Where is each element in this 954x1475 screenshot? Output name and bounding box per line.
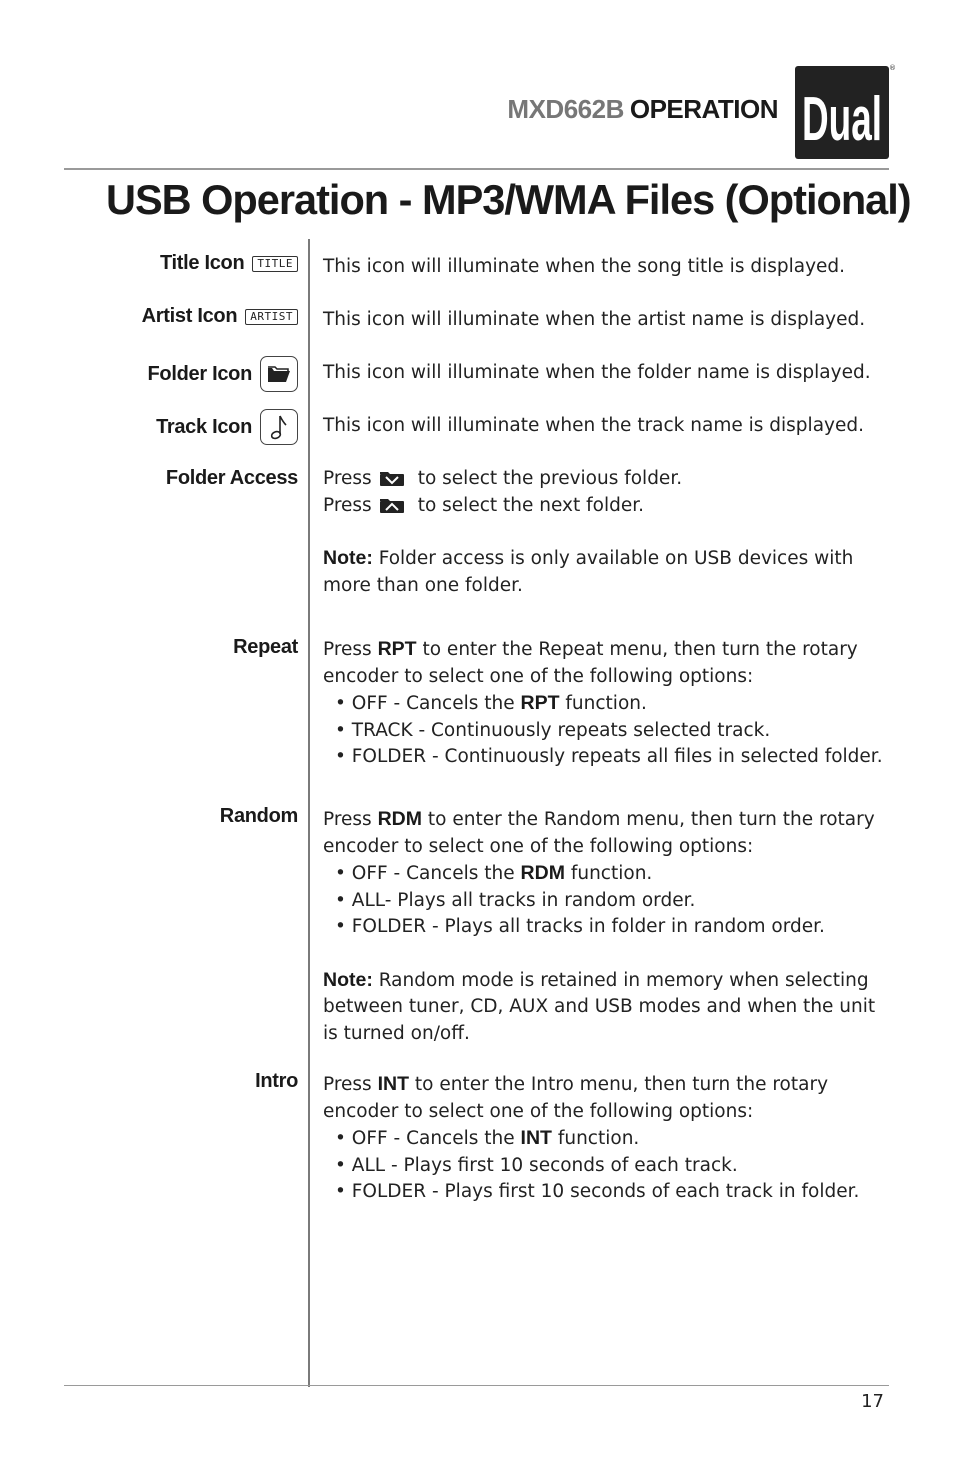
intro-option-off bbox=[335, 1125, 859, 1153]
text: to enter the Repeat menu, then turn the rotary bbox=[422, 639, 858, 660]
text: to enter the Intro menu, then turn the rotary bbox=[414, 1074, 829, 1095]
label-text: Track Icon bbox=[156, 415, 252, 438]
music-note-icon bbox=[260, 409, 298, 445]
random-note bbox=[323, 967, 875, 995]
note-line: more than one folder. bbox=[323, 574, 523, 596]
text: to enter the Random menu, then turn the rotary bbox=[427, 809, 875, 830]
page-title: USB Operation - MP3/WMA Files (Optional) bbox=[106, 176, 911, 223]
label-folder-icon bbox=[148, 356, 298, 392]
note-line: between tuner, CD, AUX and USB modes and when the unit bbox=[323, 996, 876, 1017]
desc-intro bbox=[323, 1071, 859, 1206]
desc-folder-access bbox=[323, 466, 853, 599]
artist-tag-icon: ARTIST bbox=[245, 309, 298, 325]
footer-rule bbox=[64, 1385, 889, 1386]
column-divider bbox=[308, 239, 310, 1387]
folder-access-note bbox=[323, 545, 853, 573]
label-folder-access bbox=[166, 467, 298, 490]
label-text: Intro bbox=[255, 1070, 298, 1092]
desc-folder-icon: This icon will illuminate when the folder name is displayed. bbox=[323, 362, 871, 383]
label-repeat bbox=[233, 636, 298, 659]
label-random bbox=[220, 805, 298, 828]
label-text: Folder Access bbox=[165, 467, 298, 489]
label-text: Title Icon bbox=[159, 252, 245, 274]
repeat-line-1 bbox=[323, 636, 883, 664]
svg-text:Dual: Dual bbox=[802, 85, 882, 154]
repeat-line-2: encoder to select one of the following options: bbox=[323, 665, 754, 687]
folder-down-icon bbox=[379, 471, 405, 487]
folder-up-icon bbox=[379, 498, 405, 514]
press-text: Press bbox=[323, 494, 372, 516]
text: function. bbox=[565, 693, 647, 714]
intro-option-all: • ALL - Plays first 10 seconds of each track. bbox=[335, 1154, 738, 1176]
repeat-option-off bbox=[335, 690, 883, 718]
label-text: Repeat bbox=[233, 636, 298, 658]
prev-folder-line bbox=[323, 466, 853, 493]
next-folder-line bbox=[323, 493, 853, 520]
next-folder-text: to select the next folder. bbox=[417, 494, 644, 516]
page-number: 17 bbox=[861, 1391, 884, 1412]
rpt-key: RPT bbox=[520, 692, 560, 714]
text: Press bbox=[323, 1074, 372, 1095]
text: Press bbox=[323, 809, 372, 830]
label-intro bbox=[255, 1070, 298, 1093]
text: function. bbox=[570, 863, 653, 884]
header-rule bbox=[64, 168, 889, 170]
desc-track-icon: This icon will illuminate when the track name is displayed. bbox=[323, 415, 864, 436]
press-text: Press bbox=[323, 468, 372, 489]
random-option-folder: • FOLDER - Plays all tracks in folder in random order. bbox=[335, 916, 825, 937]
label-text: Random bbox=[219, 805, 298, 827]
random-option-all: • ALL- Plays all tracks in random order. bbox=[335, 889, 696, 911]
header-title bbox=[507, 94, 778, 125]
label-track-icon bbox=[156, 409, 298, 445]
registered-mark: ® bbox=[889, 64, 896, 72]
text: • OFF - Cancels the bbox=[335, 863, 515, 884]
model-name: MXD662B bbox=[507, 94, 624, 124]
desc-artist-icon: This icon will illuminate when the artist name is displayed. bbox=[323, 309, 866, 330]
note-label: Note: bbox=[323, 968, 373, 991]
label-text: Folder Icon bbox=[147, 362, 252, 385]
text: function. bbox=[557, 1128, 640, 1149]
label-artist-icon bbox=[142, 305, 298, 328]
label-title-icon bbox=[160, 252, 298, 275]
rdm-key: RDM bbox=[520, 862, 565, 884]
int-key: INT bbox=[520, 1127, 552, 1149]
dual-logo bbox=[795, 66, 889, 159]
prev-folder-text: to select the previous folder. bbox=[417, 468, 683, 489]
folder-icon bbox=[260, 356, 298, 392]
int-key: INT bbox=[377, 1073, 410, 1095]
note-line: Random mode is retained in memory when selecting bbox=[378, 969, 869, 991]
rdm-key: RDM bbox=[377, 808, 423, 830]
random-line-1 bbox=[323, 806, 875, 834]
text: • OFF - Cancels the bbox=[335, 693, 515, 714]
intro-line-1 bbox=[323, 1071, 859, 1099]
operation-label: OPERATION bbox=[629, 94, 778, 124]
desc-title-icon: This icon will illuminate when the song title is displayed. bbox=[323, 256, 846, 277]
repeat-option-folder: • FOLDER - Continuously repeats all files in selected folder. bbox=[335, 746, 883, 767]
repeat-option-track: • TRACK - Continuously repeats selected track. bbox=[335, 719, 771, 741]
title-tag-icon: TITLE bbox=[252, 256, 298, 272]
random-line-2: encoder to select one of the following options: bbox=[323, 835, 754, 857]
note-line: Folder access is only available on USB devices with bbox=[378, 548, 854, 569]
desc-random bbox=[323, 806, 875, 1047]
note-label: Note: bbox=[323, 547, 373, 569]
rpt-key: RPT bbox=[377, 638, 417, 660]
random-option-off bbox=[335, 860, 875, 888]
intro-line-2: encoder to select one of the following options: bbox=[323, 1100, 754, 1122]
desc-repeat bbox=[323, 636, 883, 771]
text: • OFF - Cancels the bbox=[335, 1128, 515, 1149]
note-line: is turned on/off. bbox=[323, 1022, 470, 1044]
label-text: Artist Icon bbox=[141, 305, 238, 327]
text: Press bbox=[323, 639, 372, 660]
intro-option-folder: • FOLDER - Plays first 10 seconds of each track in folder. bbox=[335, 1181, 860, 1202]
